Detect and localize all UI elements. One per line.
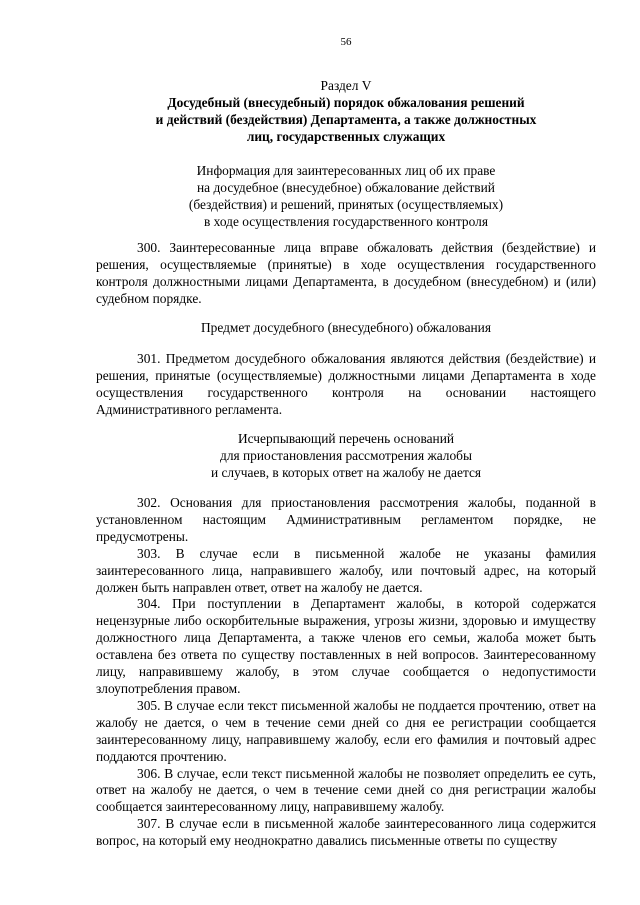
subheading-line: на досудебное (внесудебное) обжалование действий — [197, 179, 495, 195]
subheading-line: в ходе осуществления государственного контроля — [204, 213, 488, 229]
subheading-line: Информация для заинтересованных лиц об их праве — [196, 163, 496, 178]
paragraph-301-block — [96, 351, 596, 419]
subheading-right-to-appeal — [96, 163, 596, 231]
section-label: Раздел V — [320, 78, 372, 93]
subheading-line: Предмет досудебного (внесудебного) обжалования — [200, 320, 492, 335]
paragraph-306: 306. В случае, если текст письменной жалобы не позволяет определить ее суть, ответ на жалобу не дается, о чем в течение семи дней со дня регистрации жалобы сообщается заинтересованному лицу, направившему жалобу. — [96, 765, 596, 815]
section-title — [96, 78, 596, 146]
subheading-line: для приостановления рассмотрения жалобы — [220, 447, 472, 463]
subheading-line: (бездействия) и решений, принятых (осуществляемых) — [188, 196, 504, 212]
paragraph-307: 307. В случае если в письменной жалобе заинтересованного лица содержится вопрос, на который ему неоднократно давались письменные ответы по существу — [96, 816, 596, 849]
subheading-grounds-list — [96, 431, 596, 482]
section-heading-line: Досудебный (внесудебный) порядок обжалования решений — [167, 94, 525, 110]
paragraph-304: 304. При поступлении в Департамент жалобы, в которой содержатся нецензурные либо оскорбительные выражения, угрозы жизни, здоровью и имуществу должностного лица Департамента, а также членов его семьи, жалоба может быть оставлена без ответа по существу поставленных в ней вопросов. Заинтересованному лицу, направившему жалобу, в этом случае сообщается о недопустимости злоупотребления правом. — [96, 596, 596, 696]
subheading-line: Исчерпывающий перечень оснований — [237, 431, 455, 446]
paragraph-300-block — [96, 240, 596, 308]
subheading-line: и случаев, в которых ответ на жалобу не дается — [210, 464, 482, 480]
paragraph-301: 301. Предметом досудебного обжалования являются действия (бездействие) и решения, принятые (осуществляемые) должностными лицами Департамента в ходе осуществления государственного контроля на основании настоящего Административного регламента. — [96, 351, 596, 417]
page-number: 56 — [340, 36, 352, 48]
section-heading-line: и действий (бездействия) Департамента, а также должностных — [155, 111, 537, 127]
paragraph-305: 305. В случае если текст письменной жалобы не поддается прочтению, ответ на жалобу не дается, о чем в течение семи дней со дня ее регистрации сообщается заинтересованному лицу, направившему жалобу, если его фамилия и почтовый адрес поддаются прочтению. — [96, 697, 596, 764]
paragraph-302: 302. Основания для приостановления рассмотрения жалобы, поданной в установленном настоящим Административным регламентом порядке, не предусмотрены. — [96, 495, 596, 544]
subheading-subject-of-appeal — [96, 320, 596, 337]
paragraphs-302-307-block — [96, 495, 596, 850]
paragraph-300: 300. Заинтересованные лица вправе обжаловать действия (бездействие) и решения, осуществляемые (принятые) в ходе осуществления государственного контроля должностными лицами Департамента, в досудебном (внесудебном) и (или) судебном порядке. — [96, 240, 596, 306]
paragraph-303: 303. В случае если в письменной жалобе не указаны фамилия заинтересованного лица, направившего жалобу, или почтовый адрес, на который должен быть направлен ответ, ответ на жалобу не дается. — [96, 545, 596, 595]
section-heading-line: лиц, государственных служащих — [246, 128, 446, 144]
